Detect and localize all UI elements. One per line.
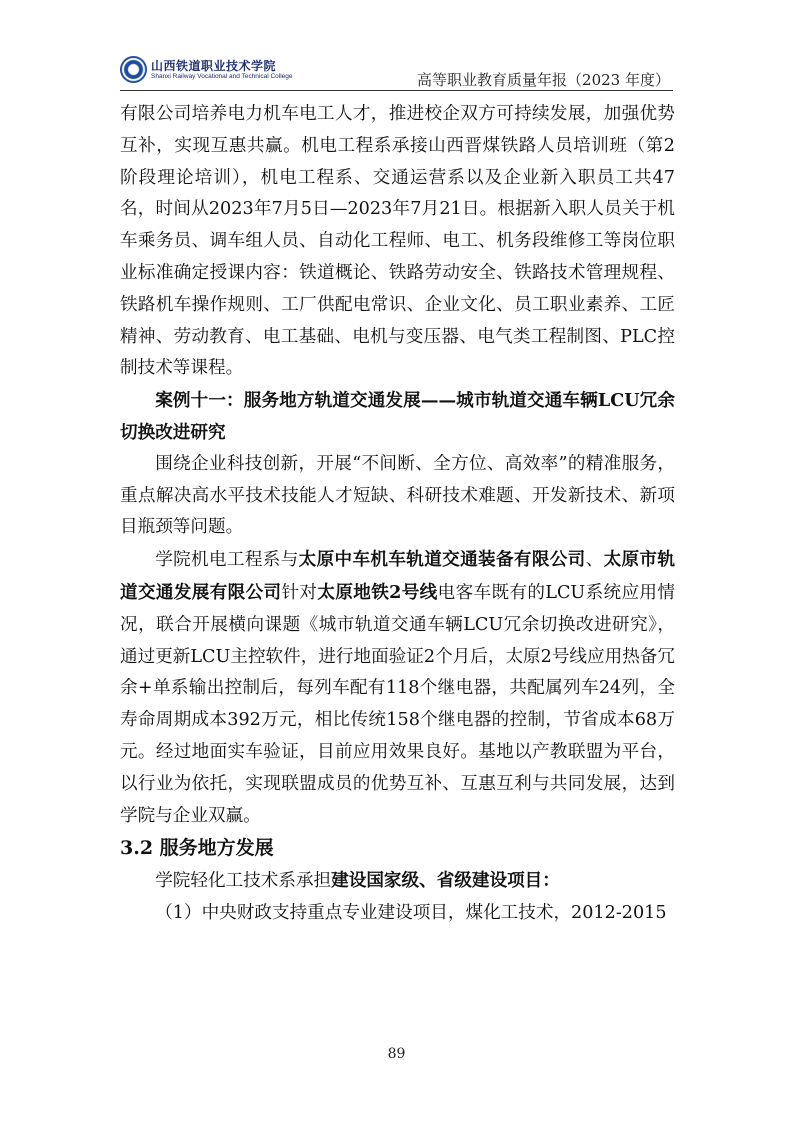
header-divider <box>120 90 673 91</box>
paragraph-service: 围绕企业科技创新，开展“不间断、全方位、高效率”的精准服务，重点解决高水平技术技能人才短缺、科研技术难题、开发新技术、新项目瓶颈等问题。 <box>120 453 675 538</box>
paragraph-training: 有限公司培养电力机车电工人才，推进校企双方可持续发展，加强优势互补，实现互惠共赢。机电工程系承接山西晋煤铁路人员培训班（第2阶段理论培训），机电工程系、交通运营系以及企业新入职员工共47名，时间从2023年7月5日—2023年7月21日。根据新入职人员关于机车乘务员、调车组人员、自动化工程师、电工、机务段维修工等岗位职业标准确定授课内容：铁道概论、铁路劳动安全、铁路技术管理规程、铁路机车操作规则、工厂供配电常识、企业文化、员工职业素养、工匠精神、劳动教育、电工基础、电机与变压器、电气类工程制图、PLC控制技术等课程。 <box>120 104 675 379</box>
logo-english-name: Shanxi Railway Vocational and Technical College <box>151 73 293 80</box>
text-run: 针对 <box>281 582 318 603</box>
text-run: 学院轻化工技术系承担 <box>155 871 332 892</box>
paragraph-project-item: （1）中央财政支持重点专业建设项目，煤化工技术，2012-2015 <box>155 903 667 924</box>
case-title: 案例十一：服务地方轨道交通发展——城市轨道交通车辆LCU冗余切换改进研究 <box>120 390 675 443</box>
text-run: 学院机电工程系与 <box>155 550 299 571</box>
bold-metro-line: 太原地铁2号线 <box>317 581 438 603</box>
bold-company-name: 太原市轨道交通发展有限公司 <box>120 549 675 603</box>
logo-chinese-name: 山西铁道职业技术学院 <box>151 59 277 73</box>
college-logo <box>120 56 300 88</box>
paragraph-projects-intro <box>120 865 675 898</box>
bold-company-name: 太原中车机车轨道交通装备有限公司 <box>298 549 586 571</box>
section-title: 3.2 服务地方发展 <box>120 837 274 860</box>
college-emblem-icon <box>120 56 147 83</box>
main-content <box>120 99 675 930</box>
text-run: 电客车既有的LCU系统应用情况，联合开展横向课题《城市轨道交通车辆LCU冗余切换改进研究》，通过更新LCU主控软件，进行地面验证2个月后，太原2号线应用热备冗余+单系输出控制后，每列车配有118个继电器，共配属列车24列，全寿命周期成本392万元，相比传统158个继电器的控制，节省成本68万元。经过地面实车验证，目前应用效果良好。基地以产教联盟为平台，以行业为依托，实现联盟成员的优势互补、互惠互利与共同发展，达到学院与企业双赢。 <box>120 582 675 826</box>
report-title: 高等职业教育质量年报（2023 年度） <box>417 71 670 89</box>
bold-project-level: 建设国家级、省级建设项目： <box>331 870 560 892</box>
page-number: 89 <box>387 1046 406 1062</box>
text-run: 、 <box>585 550 604 571</box>
paragraph-lcu-project <box>120 544 675 832</box>
page-header <box>0 0 793 100</box>
